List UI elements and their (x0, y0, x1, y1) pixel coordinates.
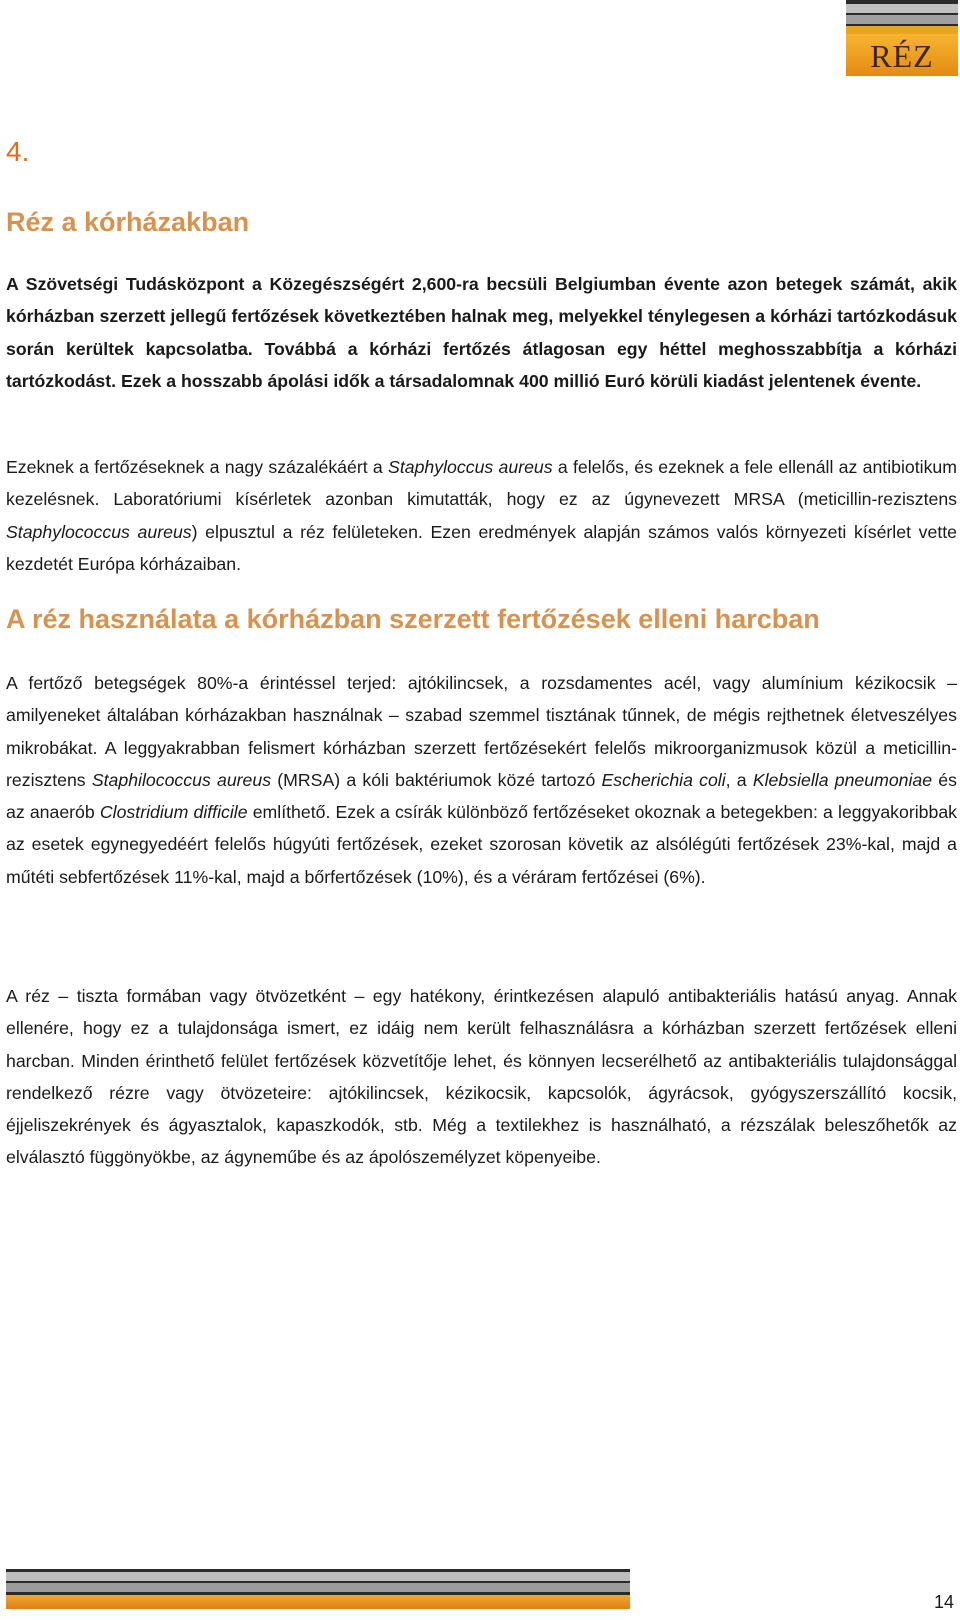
footer-bar (6, 1569, 630, 1609)
paragraph-text: A réz – tiszta formában vagy ötvözetként – egy hatékony, érintkezésen alapuló antibakteriális hatású anyag. Annak ellenére, hogy ez a tulajdonsága ismert, ez idáig nem került felhasználásra a kórházban szerzett fertőzések elleni harcban. Minden érinthető felület fertőzések közvetítője lehet, és könnyen lecserélhető az antibakteriális tulajdonsággal rendelkező rézre vagy ötvözeteire: ajtókilincsek, kézikocsik, kapcsolók, ágyrácsok, gyógyszerszállító kocsik, éjjeliszekrények és ágyasztalok, kapaszkodók, stb. Még a textilekhez is használható, a rézszálak beleszőhetők az elválasztó függönyökbe, az ágyneműbe és az ápolószemélyzet köpenyeibe. (6, 986, 957, 1168)
species-name: Staphilococcus aureus (91, 769, 272, 790)
paragraph-infections (6, 667, 957, 893)
logo-text: RÉZ (846, 34, 958, 76)
paragraph-text: (MRSA) a kóli baktériumok közé tartozó (271, 769, 602, 790)
paragraph-text: említhető. Ezek a csírák különböző fertőzéseket okoznak a betegekben: a leggyakoribbak az esetek egynegyedéért felelős húgyúti fertőzések, ezeket szorosan követik az alsólégúti fertőzések 23%-kal, majd a műtéti sebfertőzések 11%-kal, majd a bőrfertőzések (10%), és a véráram fertőzései (6%). (6, 802, 958, 887)
page-number: 14 (933, 1592, 954, 1612)
logo-stripe (846, 4, 958, 13)
paragraph-text: és az anaerób (6, 769, 957, 823)
paragraph-text: ) elpusztul a réz felületeken. Ezen eredmények alapján számos valós környezeti kísérlet vette kezdetét Európa kórházaiban. (6, 521, 957, 574)
footer-stripe (6, 1572, 630, 1581)
species-name: Escherichia coli (601, 769, 726, 790)
section-heading-copper-in-hospitals: Réz a kórházakban (6, 207, 250, 237)
species-name: Clostridium difficile (99, 802, 248, 823)
chapter-number: 4. (6, 136, 30, 167)
section-heading-copper-use: A réz használata a kórházban szerzett fertőzések elleni harcban (6, 604, 820, 634)
paragraph-text: Ezeknek a fertőzéseknek a nagy százalékáért a (6, 457, 389, 477)
footer-stripe (6, 1595, 630, 1609)
species-name: Staphyloccus aureus (388, 457, 553, 477)
footer-stripe (6, 1583, 630, 1592)
paragraph-mrsa (6, 451, 957, 580)
rez-logo (846, 0, 958, 76)
paragraph-text: , a (725, 769, 753, 790)
species-name: Klebsiella pneumoniae (752, 769, 933, 790)
logo-stripe (846, 15, 958, 24)
logo-stripe (846, 26, 958, 34)
paragraph-text: a felelős, és ezeknek a fele ellenáll az antibiotikum kezelésnek. Laboratóriumi kísérletek azonban kimutatták, hogy ez az úgynevezett MRSA (meticillin-rezisztens (6, 457, 957, 510)
paragraph-intro (6, 268, 957, 397)
paragraph-copper-antibacterial (6, 980, 957, 1174)
paragraph-text: A fertőző betegségek 80%-a érintéssel terjed: ajtókilincsek, a rozsdamentes acél, vagy alumínium kézikocsik – amilyeneket általában kórházakban használnak – szabad szemmel tisztának tűnnek, de mégis rejthetnek életveszélyes mikrobákat. A leggyakrabban felismert kórházban szerzett fertőzésekért felelős mikroorganizmusok közül a meticillin-rezisztens (6, 673, 957, 790)
paragraph-text: A Szövetségi Tudásközpont a Közegészségért 2,600-ra becsüli Belgiumban évente azon betegek számát, akik kórházban szerzett jellegű fertőzések következtében halnak meg, melyekkel ténylegesen a kórházi tartózkodásuk során kerültek kapcsolatba. Továbbá a kórházi fertőzés átlagosan egy héttel meghosszabbítja a kórházi tartózkodást. Ezek a hosszabb ápolási idők a társadalomnak 400 millió Euró körüli kiadást jelentenek évente. (6, 274, 957, 391)
species-name: Staphylococcus aureus (6, 521, 192, 542)
